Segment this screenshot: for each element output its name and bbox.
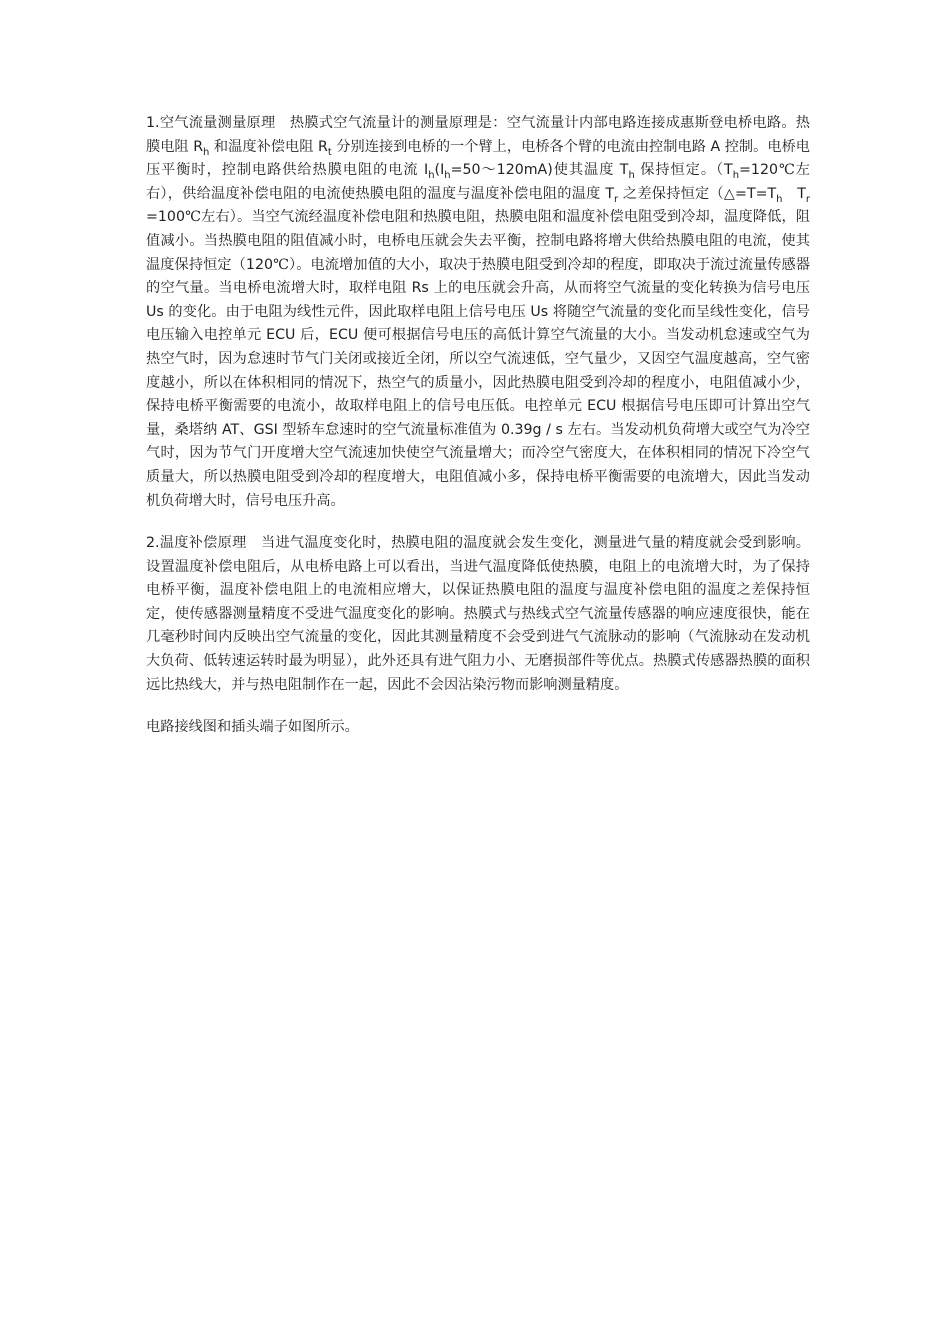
text-run: R (317, 138, 328, 155)
text-run: 后， (295, 327, 330, 344)
text-run: △=T=T (723, 185, 777, 202)
text-run (783, 186, 798, 202)
subscript-text: h (776, 193, 783, 205)
text-run: 0.39g / s (500, 421, 563, 438)
text-run: 控制。电桥电压平衡时，控制电路供给热膜电阻的电流 (146, 138, 810, 179)
text-run: 温度补偿原理 当进气温度变化时，热膜电阻的温度就会发生变化，测量进气量的精度就会受到影响。设置温度补偿电阻后，从电桥电路上可以看出，当进气温度降低使热膜，电阻上的电流增大时，为了保持电桥平衡，温度补偿电阻上的电流相应增大，以保证热膜电阻的温度与温度补偿电阻的温度之差保持恒定，使传感器测量精度不受进气温度变化的影响。热膜式与热线式空气流量传感器的响应速度很快，能在几毫秒时间内反映出空气流量的变化，因此其测量精度不会受到进气气流脉动的影响（气流脉动在发动机大负荷、低转速运转时最为明显），此外还具有进气阻力小、无磨损部件等优点。热膜式传感器热膜的面积远比热线大，并与热电阻制作在一起，因此不会因沾染污物而影响测量精度。 (146, 535, 810, 693)
subscript-text: h (203, 146, 210, 158)
paragraph-wiring-note (146, 716, 810, 740)
text-run: AT (221, 421, 240, 438)
subscript-text: h (444, 170, 451, 182)
text-run: 电路接线图和插头端子如图所示。 (146, 719, 359, 736)
subscript-text: t (327, 146, 332, 158)
text-run: A (710, 138, 721, 155)
text-run: 上的电压就会升高，从而将空气流量的变化转换为信号电压 (428, 280, 810, 297)
text-run: 、 (239, 421, 254, 438)
text-run: (I (434, 162, 445, 179)
subscript-text: r (805, 193, 810, 205)
text-run: 空气流量测量原理 热膜式空气流量计的测量原理是：空气流量计内部电路连接成惠斯登电桥电路。热膜电阻 (146, 115, 810, 155)
text-run: =120 (739, 162, 779, 179)
text-run: ECU (266, 327, 296, 344)
text-run: 之差保持恒定（ (618, 185, 724, 202)
text-run: 2. (146, 535, 160, 552)
text-run: 便可根据信号电压的高低计算空气流量的大小。当发动机怠速或空气为热空气时，因为怠速时节气门关闭或接近全闭，所以空气流速低，空气量少，又因空气温度越高，空气密度越小，所以在体积相同的情况下，热空气的质量小，因此热膜电阻受到冷却的程度小，电阻值减小少，保持电桥平衡需要的电流小，故取样电阻上的信号电压低。电控单元 (146, 327, 810, 415)
text-run: ECU (587, 398, 617, 415)
text-run: ℃左右）。当空气流经温度补偿电阻和热膜电阻，热膜电阻和温度补偿电阻受到冷却，温度降低，阻值减小。当热膜电阻的阻值减小时，电桥电压就会失去平衡，控制电路将增大供给热膜电阻的电流，使其温度保持恒定（ (146, 209, 810, 273)
text-run: 左右。当发动机负荷增大或空气为冷空气时，因为节气门开度增大空气流速加快使空气流量增大；而冷空气密度大，在体积相同的情况下冷空气质量大，所以热膜电阻受到冷却的程度增大，电阻值减小多，保持电桥平衡需要的电流增大，因此当发动机负荷增大时，信号电压升高。 (146, 421, 810, 509)
subscript-text: h (628, 170, 635, 182)
text-run: 型轿车怠速时的空气流量标准值为 (277, 421, 501, 438)
text-run: 根据信号电压即可计算出空气量，桑塔纳 (146, 398, 811, 438)
text-run: =50～120mA) (450, 162, 553, 179)
text-run: =100 (146, 209, 185, 226)
text-run: Us (146, 303, 164, 320)
text-run: T (605, 185, 615, 202)
text-run: Us (530, 303, 549, 320)
text-run: 1. (146, 115, 160, 131)
paragraph-air-flow-principle (146, 112, 810, 513)
text-run: T (797, 185, 806, 202)
text-run: 和温度补偿电阻 (209, 138, 318, 155)
document-body (146, 112, 810, 759)
text-run: R (193, 138, 204, 155)
text-run: 保持恒定。（ (634, 162, 725, 179)
subscript-text: h (428, 170, 435, 182)
subscript-text: r (614, 193, 619, 205)
text-run: GSI (253, 421, 278, 438)
text-run: ℃）。电流增加值的大小，取决于热膜电阻受到冷却的程度，即取决于流过流量传感器的空气量。当电桥电流增大时，取样电阻 (146, 256, 810, 297)
text-run: 的变化。由于电阻为线性元件，因此取样电阻上信号电压 (163, 303, 531, 320)
text-run: Rs (411, 280, 429, 297)
text-run: 分别连接到电桥的一个臂上，电桥各个臂的电流由控制电路 (331, 138, 711, 155)
text-run: 使其温度 (552, 162, 620, 179)
text-run: 将随空气流量的变化而呈线性变化，信号电压输入电控单元 (146, 303, 810, 344)
text-run: T (724, 162, 733, 179)
text-run: T (619, 162, 629, 179)
text-run: ECU (329, 327, 359, 344)
text-run: I (424, 162, 429, 179)
subscript-text: h (732, 170, 740, 182)
text-run: 120 (245, 256, 274, 273)
text-run: ℃左右），供给温度补偿电阻的电流使热膜电阻的温度与温度补偿电阻的温度 (146, 162, 810, 202)
paragraph-temperature-compensation (146, 532, 810, 697)
